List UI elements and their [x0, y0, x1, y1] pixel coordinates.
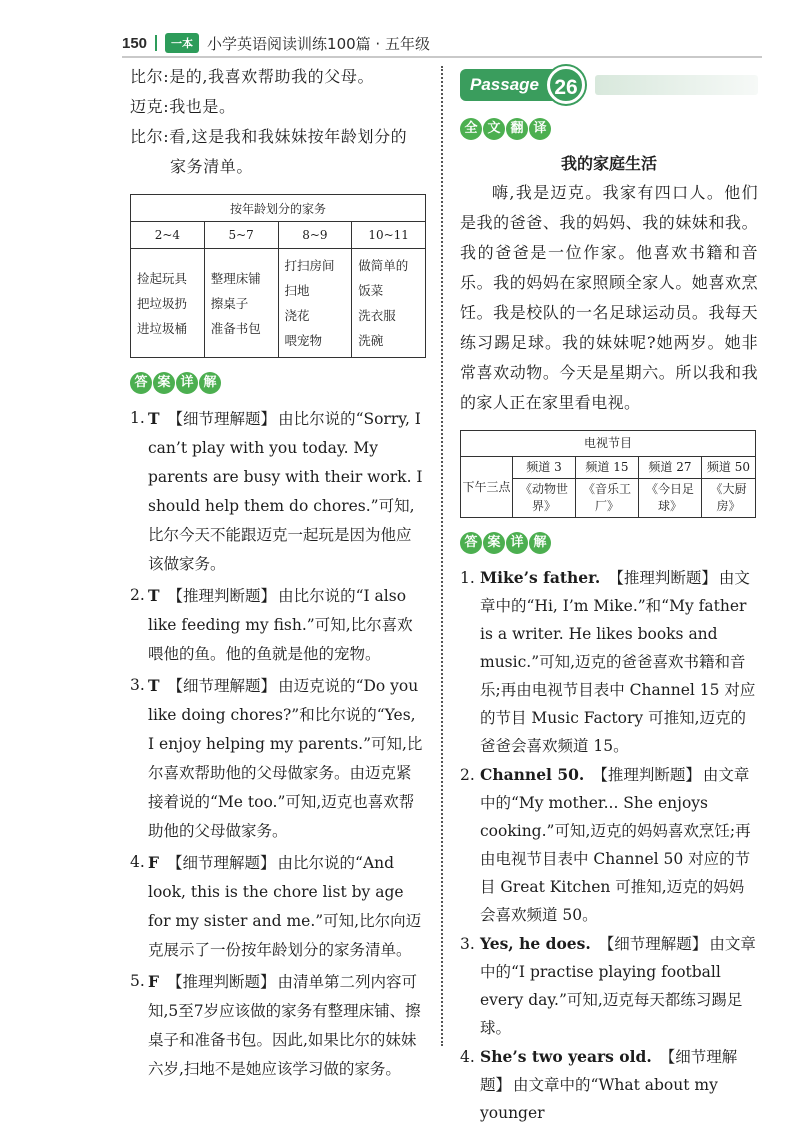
age-header: 10~11: [352, 222, 426, 249]
answer-key: F: [148, 853, 160, 872]
age-header: 2~4: [131, 222, 205, 249]
tag-char: 文: [483, 118, 505, 140]
tag-char: 解: [199, 372, 221, 394]
tag-char: 详: [506, 532, 528, 554]
tag-char: 解: [529, 532, 551, 554]
answer-number: 2.: [130, 586, 145, 604]
answer-item: [130, 967, 426, 1084]
tag-char: 答: [130, 372, 152, 394]
answer-text: 由清单第二列内容可知,5至7岁应该做的家务有整理床铺、擦桌子和准备书包。因此,如果比尔的妹妹六岁,扫地不是她应该学习做的家务。: [148, 973, 421, 1078]
channel-header: 频道 3: [513, 457, 576, 479]
dialogue-line: 迈克:我也是。: [130, 97, 236, 116]
right-column: [460, 66, 758, 1128]
answer-key: F: [148, 972, 160, 991]
column-divider: [441, 66, 443, 1046]
table-caption: 按年龄划分的家务: [131, 195, 426, 222]
question-type: 【推理判断题】: [592, 766, 701, 784]
program-cell: 《音乐工厂》: [575, 479, 638, 518]
answer-key: Yes, he does.: [480, 934, 591, 953]
tag-char: 案: [483, 532, 505, 554]
question-type: 【细节理解题】: [480, 1048, 738, 1094]
answer-item: [460, 761, 758, 929]
answer-number: 3.: [460, 935, 475, 953]
answer-key: T: [148, 676, 160, 695]
question-type: 【推理判断题】: [167, 973, 276, 991]
answer-key: T: [148, 586, 160, 605]
answer-text: 由文章中的“I practise playing football every day.”可知,迈克每天都练习踢足球。: [480, 935, 756, 1037]
answer-item: [460, 930, 758, 1042]
channel-header: 频道 27: [638, 457, 701, 479]
chore-item: 把垃圾扔: [137, 295, 188, 311]
chore-table: [130, 194, 426, 358]
chore-item: 做简单的: [358, 258, 409, 273]
answer-text: 由比尔说的“I also like feeding my fish.”可知,比尔喜欢喂他的鱼。他的鱼就是他的宠物。: [148, 587, 413, 663]
chore-item: 进垃圾桶: [137, 320, 188, 336]
answer-key: Channel 50.: [480, 765, 585, 784]
tag-char: 全: [460, 118, 482, 140]
chore-item: 打扫房间: [284, 258, 335, 273]
program-cell: 《动物世界》: [513, 479, 576, 518]
chore-cell: [204, 249, 278, 358]
chore-item: 洗衣服: [358, 308, 396, 323]
banner-decoration: [595, 75, 758, 95]
chore-item: 浇花: [284, 308, 310, 323]
question-type: 【细节理解题】: [167, 854, 276, 872]
chore-cell: [131, 249, 205, 358]
chore-item: 准备书包: [210, 320, 261, 336]
program-cell: 《今日足球》: [638, 479, 701, 518]
answer-key: T: [148, 409, 160, 428]
answer-item: [460, 564, 758, 760]
answer-text: 由比尔说的“And look, this is the chore list by age for my sister and me.”可知,比尔向迈克展示了一份按年龄划分的家务清单。: [148, 854, 422, 959]
chore-item: 扫地: [284, 283, 310, 298]
answer-key: Mike’s father.: [480, 568, 601, 587]
age-header: 8~9: [278, 222, 352, 249]
chore-item: 整理床铺: [210, 270, 261, 286]
question-type: 【细节理解题】: [598, 935, 708, 953]
page-header: [122, 30, 762, 58]
tag-char: 答: [460, 532, 482, 554]
question-type: 【细节理解题】: [167, 410, 277, 428]
answer-item: [130, 671, 426, 846]
chore-cell: [278, 249, 352, 358]
answer-text: 由比尔说的“Sorry, I can’t play with you today. My parents are busy with their work. I should help them do chores.”可知,比尔今天不能跟迈克一起玩是因为他应该做家务。: [148, 410, 423, 573]
tag-char: 译: [529, 118, 551, 140]
answer-text: 由文章中的“My mother... She enjoys cooking.”可知,迈克的妈妈喜欢烹饪;再由电视节目表中 Channel 50 对应的节目 Great Kitchen 可推知,迈克的妈妈会喜欢频道 50。: [480, 766, 751, 924]
article-body: 嗨,我是迈克。我家有四口人。他们是我的爸爸、我的妈妈、我的妹妹和我。我的爸爸是一位作家。他喜欢书籍和音乐。我的妈妈在家照顾全家人。她喜欢烹饪。我是校队的一名足球运动员。我每天练习踢足球。我的妹妹呢?她两岁。她非常喜欢动物。今天是星期六。所以我和我的家人正在家里看电视。: [460, 183, 758, 412]
chore-item: 喂宠物: [284, 333, 323, 348]
chore-item: 捡起玩具: [137, 270, 188, 286]
answer-number: 2.: [460, 766, 475, 784]
answer-item: [130, 404, 426, 579]
chore-item: 擦桌子: [210, 295, 249, 311]
left-column: [130, 62, 426, 1086]
program-cell: 《大厨房》: [701, 479, 755, 518]
answer-key: She’s two years old.: [480, 1047, 652, 1066]
chore-item: 饭菜: [358, 283, 384, 298]
answer-number: 4.: [460, 1048, 475, 1066]
passage-banner: [460, 66, 758, 104]
passage-label: Passage: [460, 69, 553, 101]
channel-header: 频道 15: [575, 457, 638, 479]
brand-logo: 一本: [165, 33, 199, 53]
answer-text: 由迈克说的“Do you like doing chores?”和比尔说的“Yes, I enjoy helping my parents.”可知,比尔喜欢帮助他的父母做家务。由迈克紧接着说的“Me too.”可知,迈克也喜欢帮助他的父母做家务。: [148, 677, 423, 840]
page-number: 150: [122, 34, 148, 52]
answer-number: 3.: [130, 676, 145, 694]
channel-header: 频道 50: [701, 457, 755, 479]
table-caption: 电视节目: [461, 431, 756, 457]
answer-item: [460, 1043, 758, 1127]
answer-explanation-tag: [460, 532, 758, 554]
article-title: 我的家庭生活: [560, 154, 657, 173]
book-title: 小学英语阅读训练100篇 · 五年级: [207, 34, 430, 53]
tv-schedule-table: [460, 430, 756, 518]
answer-number: 5.: [130, 972, 145, 990]
answer-number: 4.: [130, 853, 145, 871]
full-translation-tag: [460, 118, 758, 140]
answer-text: 由文章中的“Hi, I’m Mike.”和“My father is a writer. He likes books and music.”可知,迈克的爸爸喜欢书籍和音乐;再由电视节目表中 Channel 15 对应的节目 Music Factory 可推知,迈克的爸爸会喜欢频道 15。: [480, 569, 756, 755]
chore-item: 洗碗: [358, 333, 384, 348]
answer-explanation-tag: [130, 372, 426, 394]
time-cell: 下午三点: [461, 457, 513, 518]
age-header: 5~7: [204, 222, 278, 249]
answer-item: [130, 581, 426, 669]
tag-char: 翻: [506, 118, 528, 140]
dialogue-line: 比尔:看,这是我和我妹妹按年龄划分的: [130, 127, 408, 146]
answer-text: 由文章中的“What about my younger: [480, 1076, 718, 1122]
tag-char: 案: [153, 372, 175, 394]
answer-number: 1.: [130, 409, 145, 427]
dialogue-line: 比尔:是的,我喜欢帮助我的父母。: [130, 67, 375, 86]
question-type: 【推理判断题】: [608, 569, 717, 587]
passage-number: 26: [547, 66, 585, 104]
question-type: 【推理判断题】: [167, 587, 277, 605]
dialogue-line: 家务清单。: [170, 157, 254, 176]
answer-number: 1.: [460, 569, 475, 587]
tag-char: 详: [176, 372, 198, 394]
chore-cell: [352, 249, 426, 358]
question-type: 【细节理解题】: [167, 677, 277, 695]
header-divider: [155, 35, 157, 51]
answer-item: [130, 848, 426, 965]
